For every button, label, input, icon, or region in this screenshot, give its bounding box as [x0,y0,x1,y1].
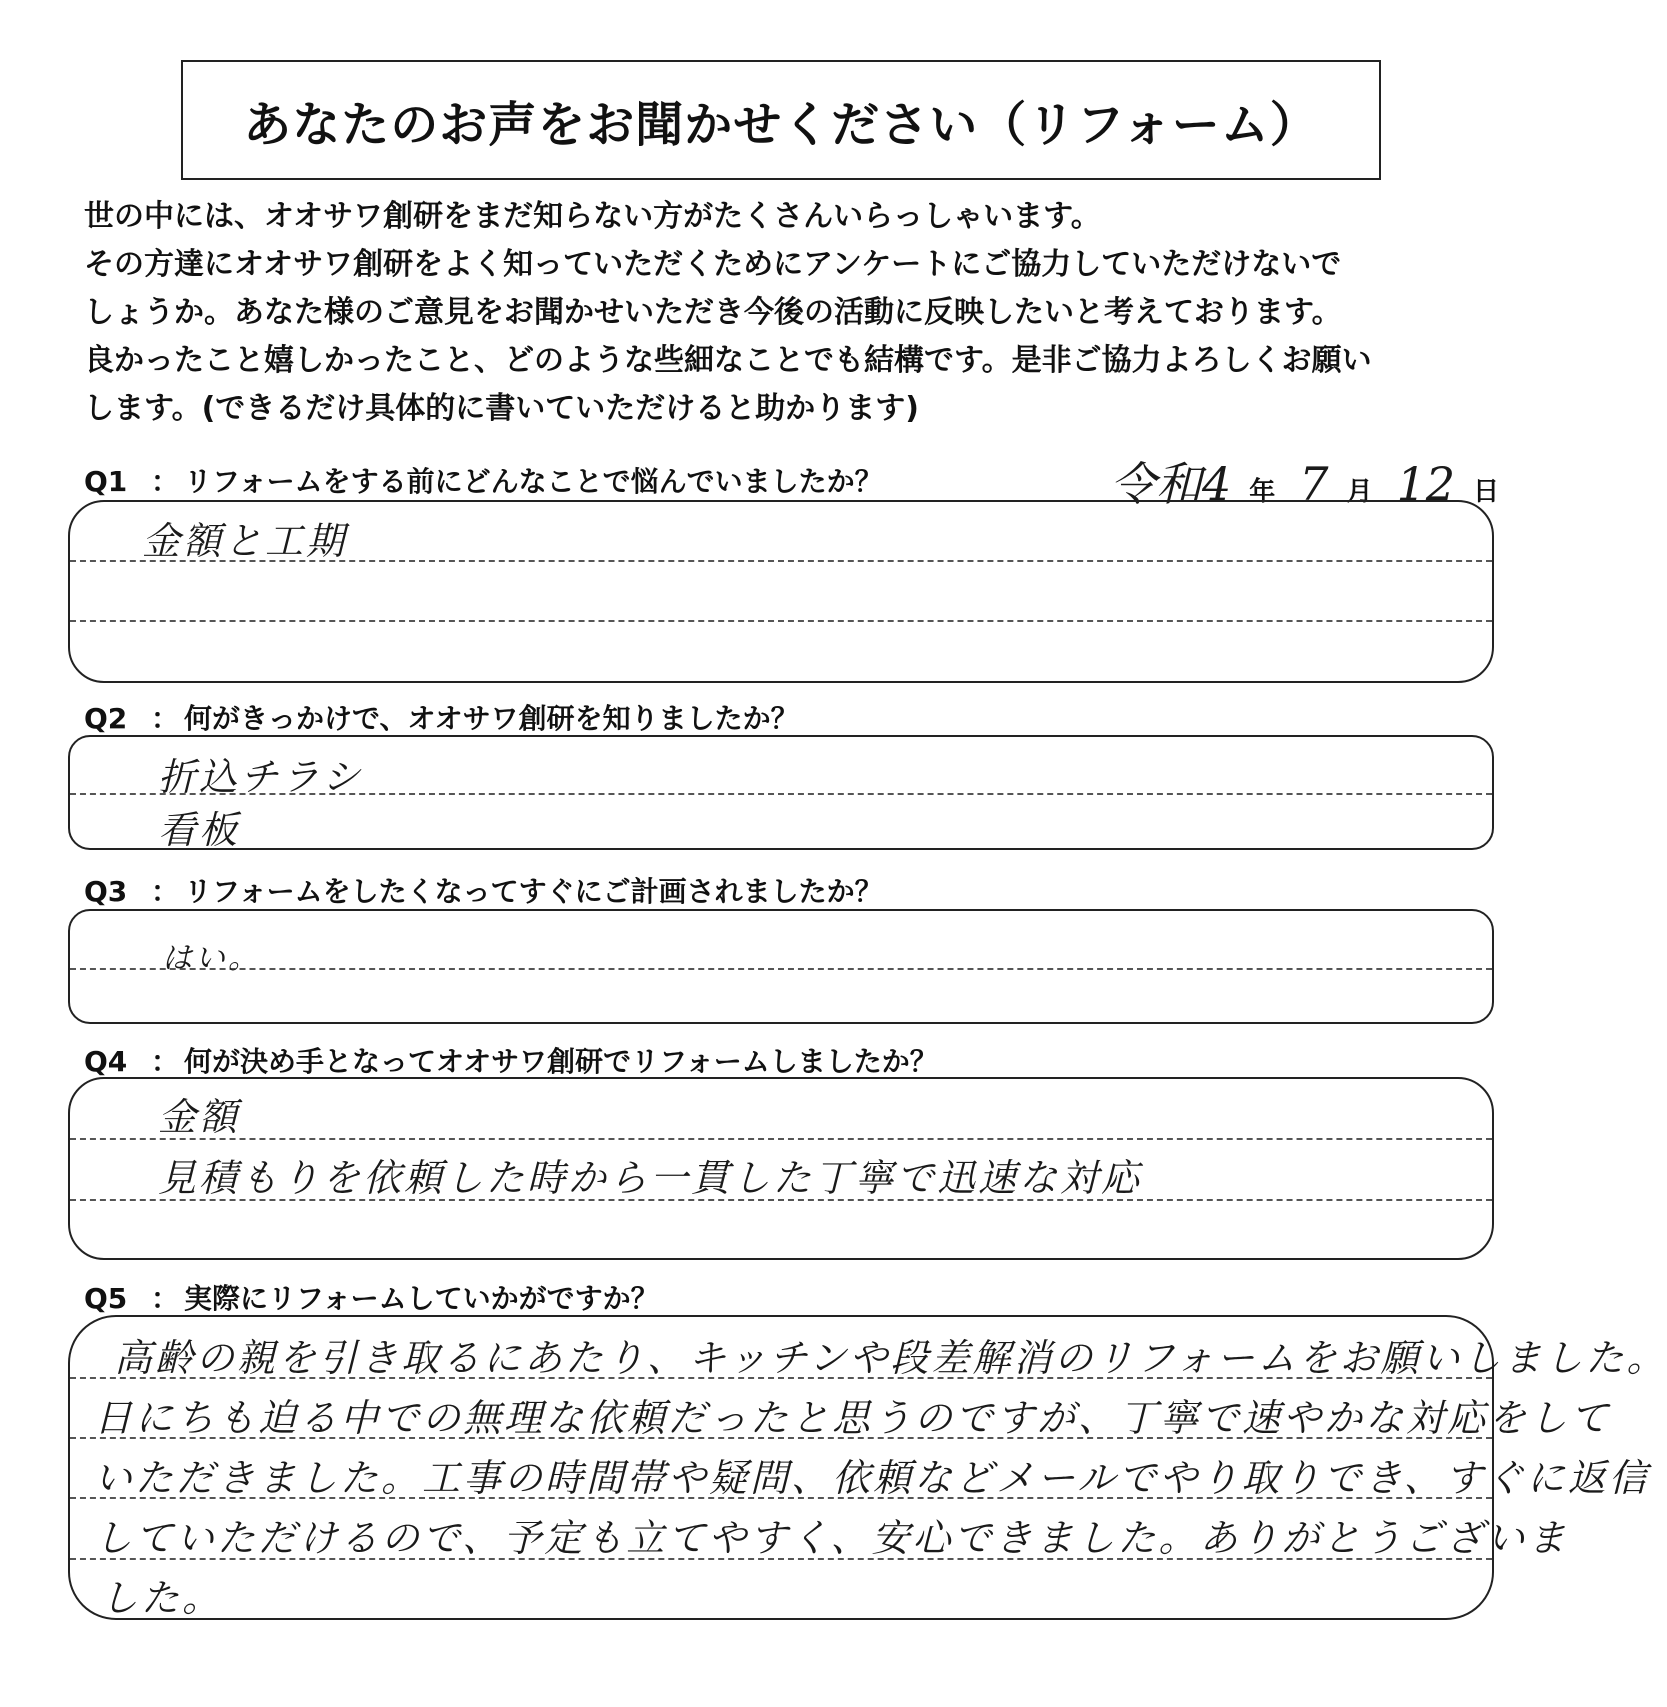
date-year: 4 [1202,457,1232,511]
question-text: 実際にリフォームしていかがですか？ [184,1282,659,1315]
date-year-unit: 年 [1249,477,1276,507]
date-era: 令和 [1110,457,1202,511]
answer-3-box[interactable] [68,909,1494,1024]
answer-4-box[interactable] [68,1077,1494,1260]
question-number: Q1 [84,465,128,498]
question-colon: ： [150,702,179,735]
answer-1-line: 金額と工期 [142,519,348,563]
answer-2-line: 折込チラシ [158,755,364,799]
intro-line: 世の中には、オオサワ創研をまだ知らない方がたくさんいらっしゃいます。 [84,199,1101,234]
question-2-label [84,697,799,737]
intro-paragraph [84,193,1494,433]
question-text: リフォームをする前にどんなことで悩んでいましたか？ [184,465,883,498]
answer-5-line: いただきました。工事の時間帯や疑問、依頼などメールでやり取りでき、すぐに返信 [94,1456,1650,1500]
dashed-rule [70,968,1492,970]
date-month-unit: 月 [1346,477,1373,507]
dashed-rule [70,620,1492,622]
answer-5-line: 高齢の親を引き取るにあたり、キッチンや段差解消のリフォームをお願いしました。 [114,1336,1667,1380]
question-text: 何が決め手となってオオサワ創研でリフォームしましたか？ [184,1045,938,1078]
dashed-rule [70,1138,1492,1140]
answer-2-line: 看板 [158,808,241,852]
intro-line: しょうか。あなた様のご意見をお聞かせいただき今後の活動に反映したいと考えております。 [84,295,1342,330]
question-colon: ： [150,465,179,498]
question-number: Q4 [84,1045,128,1078]
intro-line: その方達にオオサワ創研をよく知っていただくためにアンケートにご協力していただけないで [84,247,1342,282]
question-1-label [84,460,883,500]
question-5-label [84,1277,659,1317]
answer-5-line: した。 [100,1576,224,1620]
question-4-label [84,1040,938,1080]
question-number: Q5 [84,1282,128,1315]
answer-5-line: していただけるので、予定も立てやすく、安心できました。ありがとうございま [94,1516,1569,1560]
answer-2-box[interactable] [68,735,1494,850]
answer-4-line: 金額 [158,1095,241,1139]
survey-title: あなたのお声をお聞かせください（リフォーム） [243,96,1319,153]
question-3-label [84,870,883,910]
question-number: Q3 [84,875,128,908]
survey-title-box [181,60,1381,180]
intro-line: 良かったこと嬉しかったこと、どのような些細なことでも結構です。是非ご協力よろしくお願い [84,343,1372,378]
intro-line: します。(できるだけ具体的に書いていただけると助かります) [84,391,920,426]
answer-4-line: 見積もりを依頼した時から一貫した丁寧で迅速な対応 [158,1156,1143,1200]
date-day: 12 [1396,457,1456,511]
date-month: 7 [1299,457,1329,511]
date-day-unit: 日 [1473,477,1500,507]
question-number: Q2 [84,702,128,735]
question-text: リフォームをしたくなってすぐにご計画されましたか？ [184,875,883,908]
question-colon: ： [150,1045,179,1078]
answer-3-line: はい。 [162,941,261,976]
question-text: 何がきっかけで、オオサワ創研を知りましたか？ [184,702,799,735]
question-colon: ： [150,1282,179,1315]
answer-5-box[interactable] [68,1315,1667,1620]
question-colon: ： [150,875,179,908]
answer-5-line: 日にちも迫る中での無理な依頼だったと思うのですが、丁寧で速やかな対応をして [94,1396,1612,1440]
answer-1-box[interactable] [68,500,1494,683]
